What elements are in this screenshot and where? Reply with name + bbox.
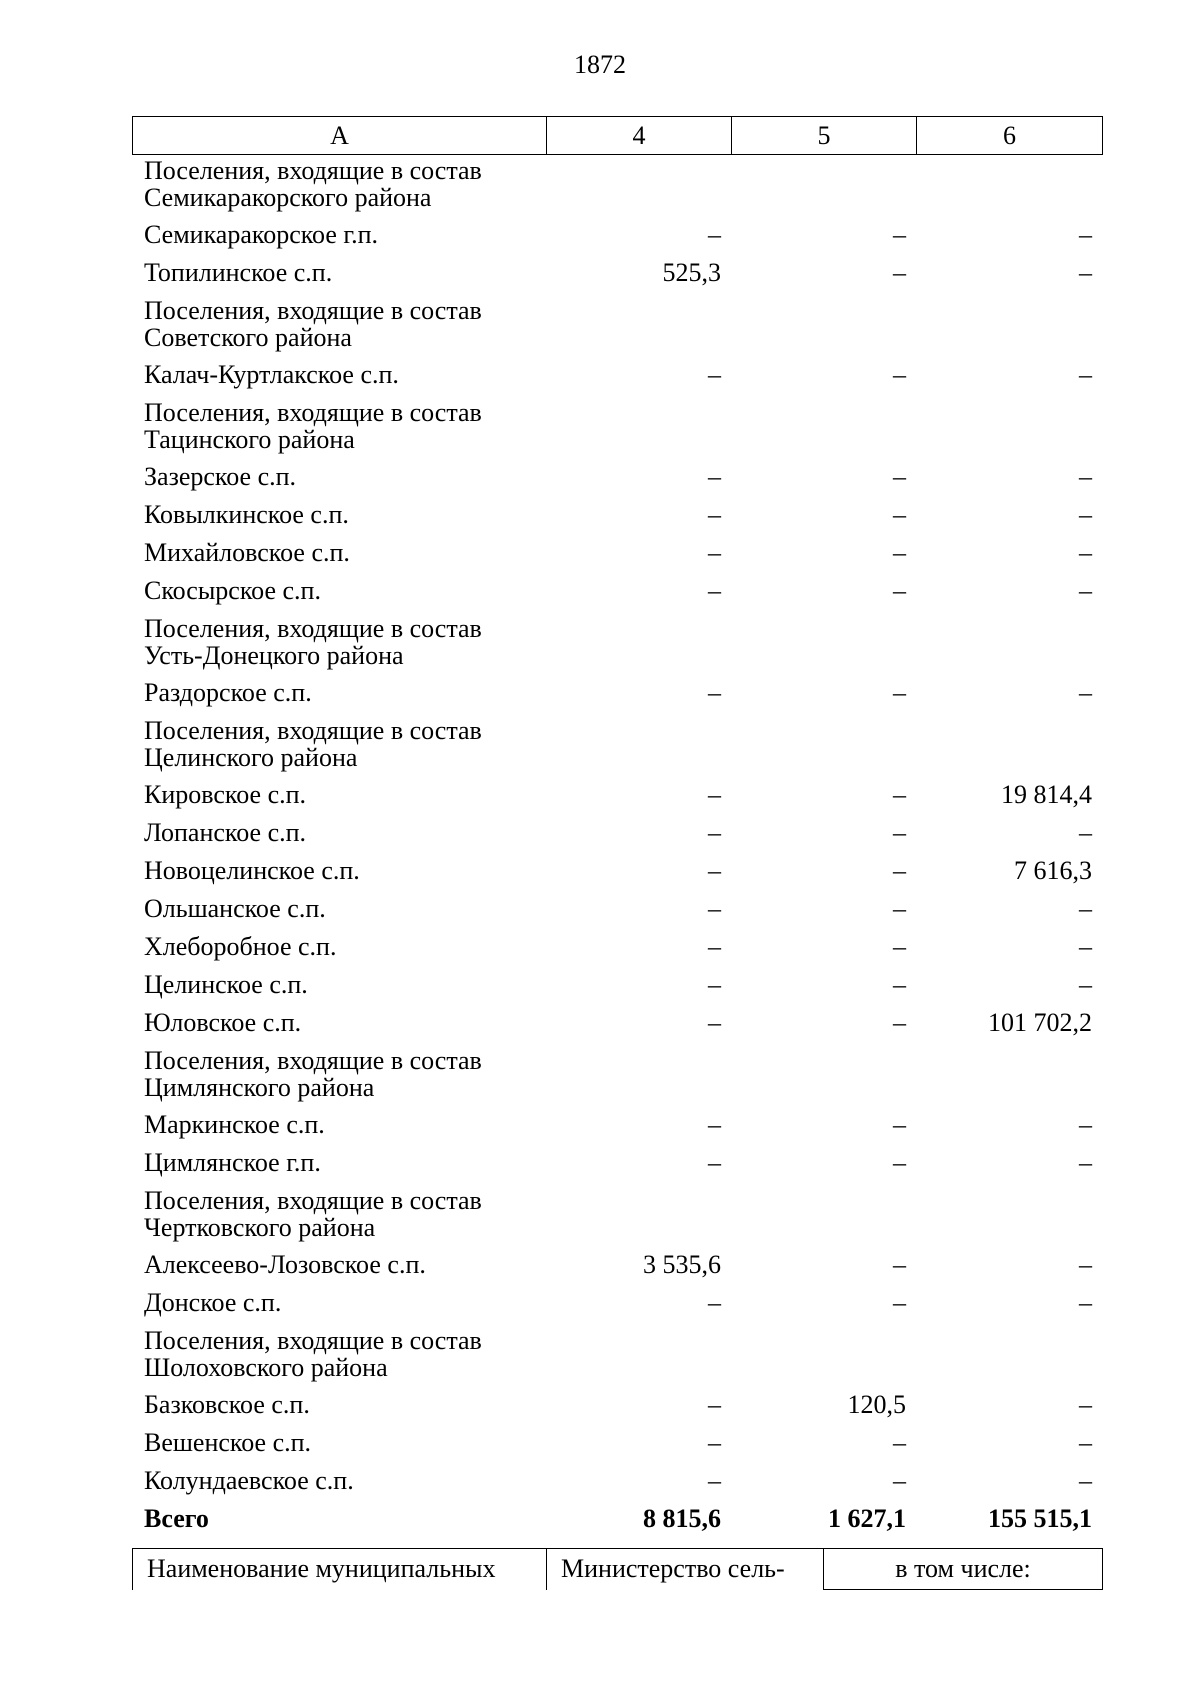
table-row bbox=[132, 819, 1102, 857]
settlement-name: Хлеборобное с.п. bbox=[144, 932, 337, 961]
group-header-line: Поселения, входящие в состав bbox=[144, 716, 482, 745]
group-header-row bbox=[132, 1327, 1102, 1391]
group-header-line: Поселения, входящие в состав bbox=[144, 1326, 482, 1355]
value-col-6: – bbox=[1079, 970, 1092, 999]
group-header-line: Поселения, входящие в состав bbox=[144, 1186, 482, 1215]
group-header-label bbox=[132, 399, 546, 453]
value-col-5: – bbox=[893, 1110, 906, 1139]
page-number: 1872 bbox=[574, 50, 626, 79]
value-col-5: – bbox=[893, 462, 906, 491]
value-col-6: – bbox=[1079, 1110, 1092, 1139]
value-col-4: – bbox=[708, 220, 721, 249]
value-col-5: 1 627,1 bbox=[828, 1504, 906, 1533]
column-header-6: 6 bbox=[917, 117, 1103, 155]
value-col-5: – bbox=[893, 856, 906, 885]
value-col-4: – bbox=[708, 894, 721, 923]
value-col-6: – bbox=[1079, 1390, 1092, 1419]
settlement-name: Семикаракорское г.п. bbox=[144, 220, 379, 249]
table-row bbox=[132, 1391, 1102, 1429]
value-col-5: – bbox=[893, 1250, 906, 1279]
group-header-line: Поселения, входящие в состав bbox=[144, 296, 482, 325]
group-header-row bbox=[132, 297, 1102, 361]
column-header-5: 5 bbox=[732, 117, 917, 155]
table-row bbox=[132, 933, 1102, 971]
value-col-4: – bbox=[708, 1466, 721, 1495]
table-row bbox=[132, 577, 1102, 615]
settlement-name: Топилинское с.п. bbox=[144, 258, 333, 287]
value-col-4: – bbox=[708, 780, 721, 809]
settlement-name: Лопанское с.п. bbox=[144, 818, 307, 847]
total-label: Всего bbox=[144, 1504, 209, 1533]
table-row bbox=[132, 259, 1102, 297]
group-header-row bbox=[132, 615, 1102, 679]
including-header: в том числе: bbox=[824, 1549, 1103, 1590]
value-col-6: – bbox=[1079, 1466, 1092, 1495]
value-col-4: – bbox=[708, 1428, 721, 1457]
value-col-5: – bbox=[893, 678, 906, 707]
table-row bbox=[132, 463, 1102, 501]
value-col-5: – bbox=[893, 894, 906, 923]
group-header-row bbox=[132, 399, 1102, 463]
value-col-5: – bbox=[893, 1428, 906, 1457]
settlement-name: Новоцелинское с.п. bbox=[144, 856, 360, 885]
value-col-5: – bbox=[893, 500, 906, 529]
value-col-6: – bbox=[1079, 932, 1092, 961]
group-header-line: Советского района bbox=[144, 323, 352, 352]
column-header-a: А bbox=[133, 117, 547, 155]
value-col-4: – bbox=[708, 818, 721, 847]
settlement-name: Скосырское с.п. bbox=[144, 576, 321, 605]
value-col-4: – bbox=[708, 462, 721, 491]
value-col-6: – bbox=[1079, 500, 1092, 529]
group-header-line: Поселения, входящие в состав bbox=[144, 156, 482, 185]
settlement-name: Ковылкинское с.п. bbox=[144, 500, 349, 529]
settlement-name: Колундаевское с.п. bbox=[144, 1466, 354, 1495]
value-col-6: – bbox=[1079, 576, 1092, 605]
value-col-6: – bbox=[1079, 1250, 1092, 1279]
value-col-6: – bbox=[1079, 678, 1092, 707]
settlement-name: Алексеево-Лозовское с.п. bbox=[144, 1250, 426, 1279]
table-row bbox=[132, 857, 1102, 895]
table-row bbox=[132, 221, 1102, 259]
value-col-4: 3 535,6 bbox=[643, 1250, 721, 1279]
group-header-label bbox=[132, 615, 546, 669]
group-header-label bbox=[132, 157, 546, 211]
value-col-6: – bbox=[1079, 818, 1092, 847]
table-row bbox=[132, 1467, 1102, 1505]
table-row bbox=[132, 1111, 1102, 1149]
column-header-4: 4 bbox=[547, 117, 732, 155]
table-row bbox=[132, 501, 1102, 539]
table-row bbox=[132, 1289, 1102, 1327]
value-col-4: – bbox=[708, 500, 721, 529]
group-header-line: Цимлянского района bbox=[144, 1073, 375, 1102]
group-header-line: Поселения, входящие в состав bbox=[144, 398, 482, 427]
group-header-line: Целинского района bbox=[144, 743, 358, 772]
group-header-label bbox=[132, 1047, 546, 1101]
table-row bbox=[132, 539, 1102, 577]
group-header-line: Поселения, входящие в состав bbox=[144, 1046, 482, 1075]
value-col-5: – bbox=[893, 970, 906, 999]
value-col-4: – bbox=[708, 1390, 721, 1419]
value-col-5: – bbox=[893, 1288, 906, 1317]
settlement-name: Юловское с.п. bbox=[144, 1008, 302, 1037]
total-row bbox=[132, 1505, 1102, 1543]
value-col-6: 7 616,3 bbox=[1014, 856, 1092, 885]
value-col-4: – bbox=[708, 1008, 721, 1037]
table-body bbox=[132, 157, 1102, 1543]
settlement-name: Вешенское с.п. bbox=[144, 1428, 312, 1457]
settlement-name: Кировское с.п. bbox=[144, 780, 307, 809]
table-row bbox=[132, 361, 1102, 399]
value-col-4: – bbox=[708, 360, 721, 389]
value-col-4: – bbox=[708, 678, 721, 707]
value-col-5: – bbox=[893, 360, 906, 389]
value-col-4: – bbox=[708, 576, 721, 605]
value-col-5: – bbox=[893, 220, 906, 249]
value-col-6: – bbox=[1079, 258, 1092, 287]
table-row bbox=[132, 1149, 1102, 1187]
value-col-4: – bbox=[708, 1110, 721, 1139]
value-col-5: – bbox=[893, 1148, 906, 1177]
value-col-6: – bbox=[1079, 360, 1092, 389]
settlement-name: Раздорское с.п. bbox=[144, 678, 312, 707]
table-row bbox=[132, 1251, 1102, 1289]
group-header-row bbox=[132, 1187, 1102, 1251]
value-col-5: – bbox=[893, 258, 906, 287]
settlement-name: Цимлянское г.п. bbox=[144, 1148, 321, 1177]
group-header-label bbox=[132, 717, 546, 771]
group-header-line: Шолоховского района bbox=[144, 1353, 388, 1382]
value-col-5: – bbox=[893, 1466, 906, 1495]
table-row bbox=[132, 1429, 1102, 1467]
value-col-6: – bbox=[1079, 1148, 1092, 1177]
group-header-label bbox=[132, 297, 546, 351]
value-col-4: 8 815,6 bbox=[643, 1504, 721, 1533]
next-table-header bbox=[132, 1548, 1103, 1590]
value-col-5: 120,5 bbox=[847, 1390, 906, 1419]
value-col-5: – bbox=[893, 576, 906, 605]
value-col-6: – bbox=[1079, 1428, 1092, 1457]
group-header-row bbox=[132, 157, 1102, 221]
value-col-5: – bbox=[893, 932, 906, 961]
group-header-line: Чертковского района bbox=[144, 1213, 376, 1242]
value-col-6: – bbox=[1079, 220, 1092, 249]
ministry-header: Министерство сель- bbox=[547, 1549, 824, 1590]
group-header-line: Поселения, входящие в состав bbox=[144, 614, 482, 643]
column-header-table bbox=[132, 116, 1103, 155]
group-header-line: Усть-Донецкого района bbox=[144, 641, 404, 670]
value-col-6: – bbox=[1079, 894, 1092, 923]
settlement-name: Михайловское с.п. bbox=[144, 538, 350, 567]
municipal-name-header: Наименование муниципальных bbox=[133, 1549, 547, 1590]
table-row bbox=[132, 781, 1102, 819]
value-col-6: 101 702,2 bbox=[988, 1008, 1092, 1037]
value-col-6: – bbox=[1079, 1288, 1092, 1317]
settlement-name: Зазерское с.п. bbox=[144, 462, 297, 491]
value-col-5: – bbox=[893, 780, 906, 809]
settlement-name: Калач-Куртлакское с.п. bbox=[144, 360, 399, 389]
table-row bbox=[132, 895, 1102, 933]
value-col-5: – bbox=[893, 818, 906, 847]
value-col-4: – bbox=[708, 970, 721, 999]
settlement-name: Ольшанское с.п. bbox=[144, 894, 326, 923]
value-col-6: 155 515,1 bbox=[988, 1504, 1092, 1533]
value-col-4: – bbox=[708, 856, 721, 885]
settlement-name: Целинское с.п. bbox=[144, 970, 308, 999]
settlement-name: Базковское с.п. bbox=[144, 1390, 310, 1419]
group-header-line: Тацинского района bbox=[144, 425, 355, 454]
group-header-row bbox=[132, 717, 1102, 781]
group-header-label bbox=[132, 1327, 546, 1381]
value-col-6: – bbox=[1079, 538, 1092, 567]
column-header-row bbox=[133, 117, 1103, 155]
settlement-name: Маркинское с.п. bbox=[144, 1110, 325, 1139]
table-row bbox=[132, 971, 1102, 1009]
settlement-name: Донское с.п. bbox=[144, 1288, 282, 1317]
group-header-row bbox=[132, 1047, 1102, 1111]
value-col-4: – bbox=[708, 1288, 721, 1317]
value-col-6: 19 814,4 bbox=[1001, 780, 1092, 809]
value-col-4: – bbox=[708, 1148, 721, 1177]
table-row bbox=[132, 679, 1102, 717]
value-col-4: 525,3 bbox=[662, 258, 721, 287]
value-col-6: – bbox=[1079, 462, 1092, 491]
value-col-5: – bbox=[893, 538, 906, 567]
group-header-line: Семикаракорского района bbox=[144, 183, 432, 212]
value-col-4: – bbox=[708, 538, 721, 567]
table-row bbox=[132, 1009, 1102, 1047]
group-header-label bbox=[132, 1187, 546, 1241]
value-col-5: – bbox=[893, 1008, 906, 1037]
value-col-4: – bbox=[708, 932, 721, 961]
